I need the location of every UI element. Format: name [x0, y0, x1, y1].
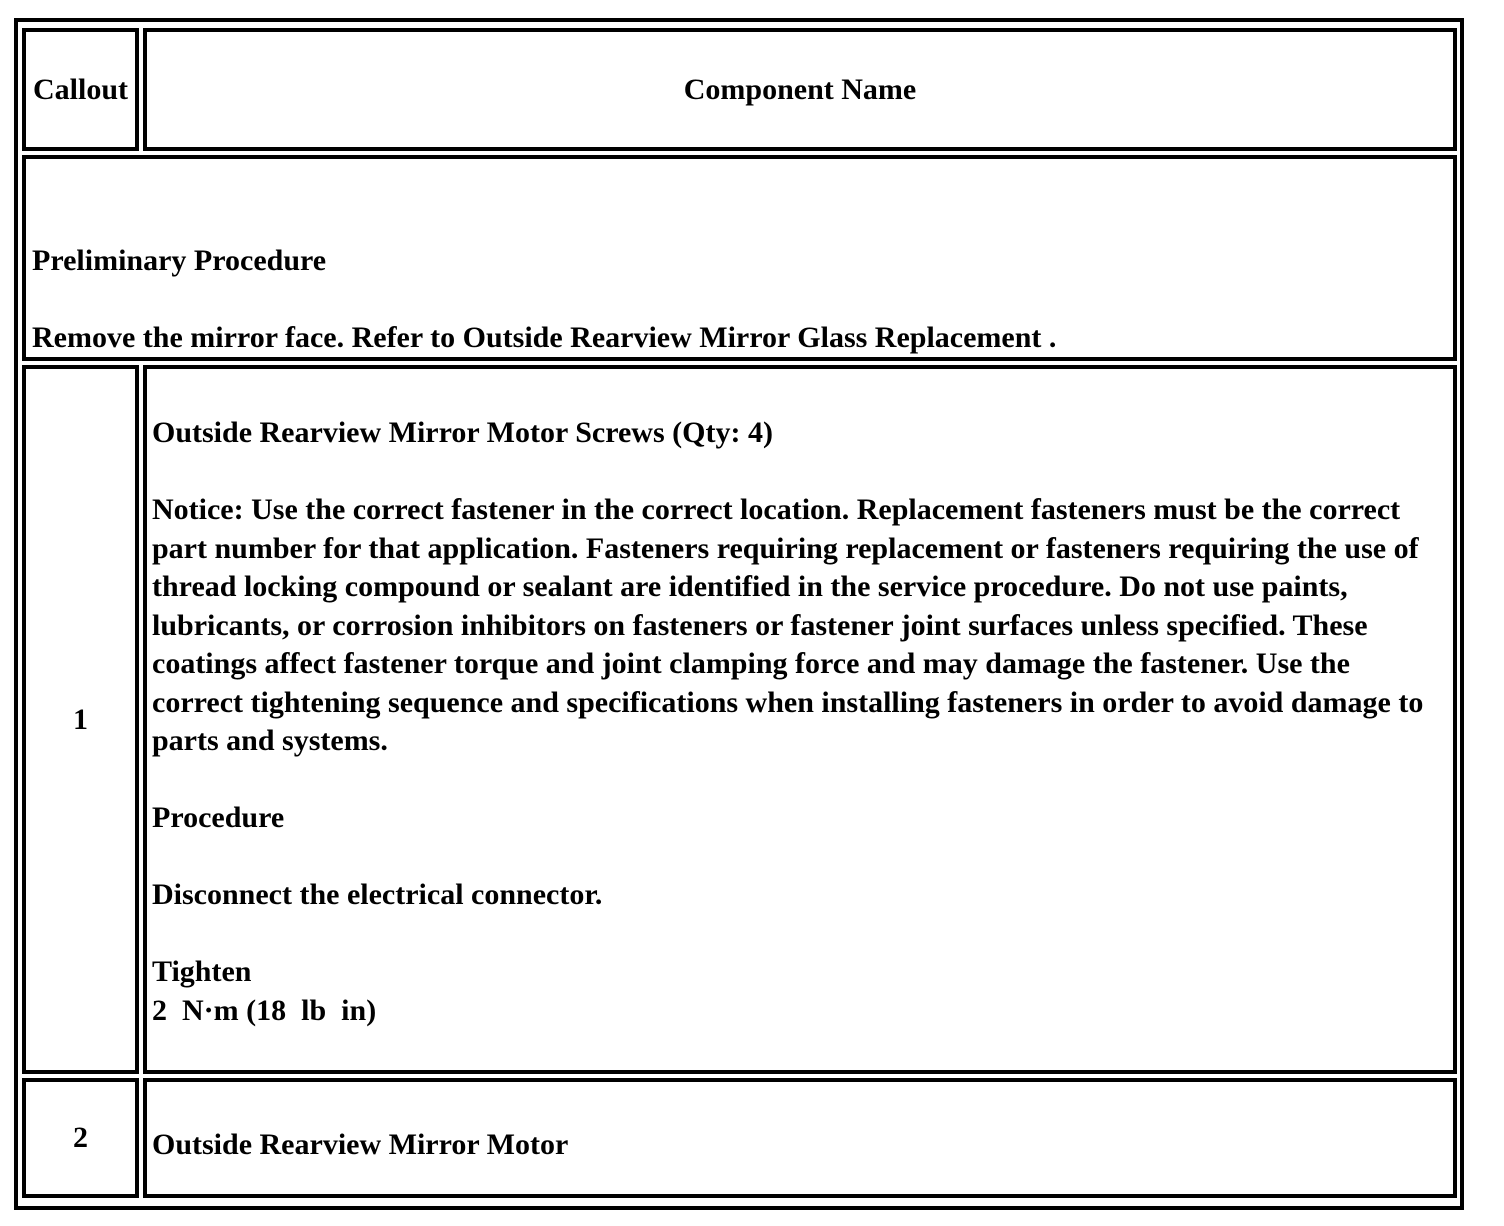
row-2-component: [143, 1078, 1457, 1198]
header-callout: [22, 28, 139, 151]
header-component-name: [143, 28, 1457, 151]
row-1-tighten-label: Tighten: [152, 955, 252, 988]
preliminary-procedure-cell: [22, 155, 1457, 361]
row-1-callout: [22, 365, 139, 1074]
row-2-callout-number: 2: [73, 1121, 88, 1154]
header-callout-label: Callout: [32, 72, 128, 106]
row-1-title: Outside Rearview Mirror Motor Screws (Qty: 4): [152, 416, 773, 449]
row-1-notice: Notice: Use the correct fastener in the correct location. Replacement fasteners must be the correct part number for that application. Fasteners requiring replacement or fasteners requiring the use of thread locking compound or sealant are identified in the service procedure. Do not use paints, lubricants, or corrosion inhibitors on fasteners or fastener joint surfaces unless specified. These coatings affect fastener torque and joint clamping force and may damage the fastener. Use the correct tightening sequence and specifications when installing fasteners in order to avoid damage to parts and systems.: [152, 493, 1424, 757]
row-1-procedure-label: Procedure: [152, 801, 285, 834]
row-1-callout-number: 1: [73, 702, 88, 736]
row-2-title: Outside Rearview Mirror Motor: [152, 1128, 569, 1161]
row-2-callout: [22, 1078, 139, 1198]
row-1-procedure-step: Disconnect the electrical connector.: [152, 878, 603, 911]
header-component-name-label: Component Name: [683, 72, 917, 106]
component-table: [14, 18, 1464, 1210]
row-1-torque-spec: 2 N·m (18 lb in): [152, 993, 377, 1027]
row-1-component: [143, 365, 1457, 1074]
preliminary-procedure-text: Remove the mirror face. Refer to Outside Rearview Mirror Glass Replacement .: [32, 321, 1057, 354]
preliminary-procedure-title: Preliminary Procedure: [32, 244, 327, 277]
